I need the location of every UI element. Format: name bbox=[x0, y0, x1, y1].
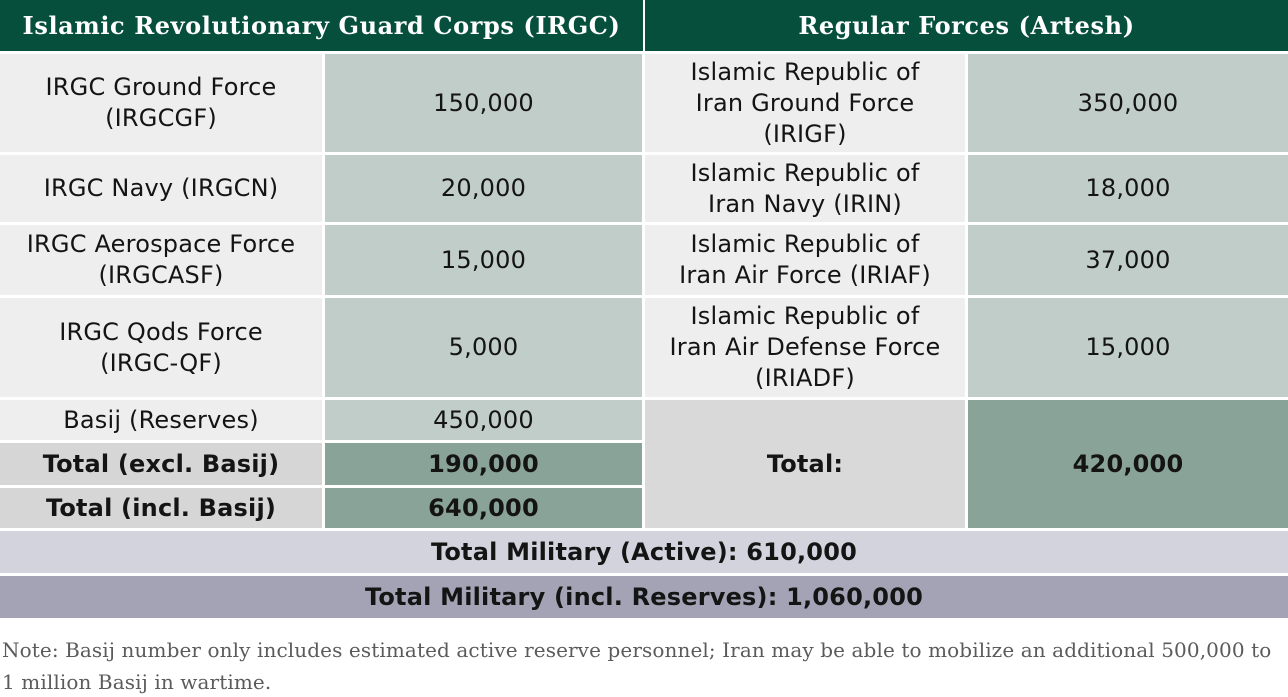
row-label: IRGC Aerospace Force (IRGCASF) bbox=[26, 230, 296, 289]
row-value: 15,000 bbox=[1085, 333, 1171, 361]
row-value: 15,000 bbox=[440, 245, 527, 274]
table-row-irgc-qods-value bbox=[325, 298, 642, 397]
row-label: Islamic Republic of Iran Air Force (IRIAF) bbox=[679, 230, 931, 289]
table-row-irin-label bbox=[645, 155, 965, 222]
irgc-total-incl-value bbox=[325, 488, 642, 528]
table-row-irin-value bbox=[968, 155, 1288, 222]
total-military-active-text: Total Military (Active): 610,000 bbox=[430, 537, 857, 566]
table-row-irgc-ground-label bbox=[0, 54, 322, 152]
irgc-total-excl-label bbox=[0, 443, 322, 485]
row-value: 450,000 bbox=[433, 405, 534, 434]
row-label: Islamic Republic of Iran Ground Force (IRIGF) bbox=[690, 57, 920, 148]
table-row-irgc-navy-label bbox=[0, 155, 322, 222]
table-row-irigf-label bbox=[645, 54, 965, 152]
table-row-irgc-navy-value bbox=[325, 155, 642, 222]
table-row-irgc-ground-value bbox=[325, 54, 642, 152]
table-note: Note: Basij number only includes estimated active reserve personnel; Iran may be able to mobilize an additional 500,000 to 1 million Basij in wartime. bbox=[2, 638, 1272, 694]
artesh-header bbox=[645, 0, 1288, 51]
row-label: Islamic Republic of Iran Navy (IRIN) bbox=[690, 158, 920, 218]
row-label: IRGC Ground Force (IRGCGF) bbox=[45, 73, 277, 132]
row-label: IRGC Navy (IRGCN) bbox=[43, 174, 279, 202]
row-value: 350,000 bbox=[1077, 88, 1179, 117]
irgc-total-excl-value bbox=[325, 443, 642, 485]
total-military-reserves-text: Total Military (incl. Reserves): 1,060,000 bbox=[364, 582, 923, 611]
total-military-reserves bbox=[0, 576, 1288, 618]
row-value: 20,000 bbox=[440, 174, 527, 202]
table-row-iriadf-label bbox=[645, 298, 965, 397]
irgc-total-incl-label bbox=[0, 488, 322, 528]
table-row-irigf-value bbox=[968, 54, 1288, 152]
row-label: Basij (Reserves) bbox=[63, 405, 259, 434]
table-row-iriaf-value bbox=[968, 225, 1288, 295]
row-value: 150,000 bbox=[433, 88, 534, 117]
row-value: 5,000 bbox=[448, 333, 519, 361]
table-row-basij-label bbox=[0, 400, 322, 440]
total-label: Total (incl. Basij) bbox=[45, 493, 277, 522]
total-military-active bbox=[0, 531, 1288, 573]
total-value: 420,000 bbox=[1072, 449, 1184, 478]
artesh-total-value bbox=[968, 400, 1288, 528]
row-label: Islamic Republic of Iran Air Defense Force (IRIADF) bbox=[669, 302, 941, 392]
total-value: 640,000 bbox=[428, 493, 539, 522]
irgc-header-title: Islamic Revolutionary Guard Corps (IRGC) bbox=[22, 11, 621, 40]
table-row-basij-value bbox=[325, 400, 642, 440]
table-row-irgc-aerospace-value bbox=[325, 225, 642, 295]
row-label: IRGC Qods Force (IRGC-QF) bbox=[59, 317, 263, 377]
table-row-iriadf-value bbox=[968, 298, 1288, 397]
artesh-total-label bbox=[645, 400, 965, 528]
artesh-header-title: Regular Forces (Artesh) bbox=[798, 11, 1135, 40]
total-label: Total (excl. Basij) bbox=[42, 449, 280, 478]
row-value: 37,000 bbox=[1085, 245, 1171, 274]
table-row-irgc-qods-label bbox=[0, 298, 322, 397]
total-value: 190,000 bbox=[428, 449, 539, 478]
row-value: 18,000 bbox=[1085, 174, 1171, 202]
table-row-iriaf-label bbox=[645, 225, 965, 295]
irgc-header bbox=[0, 0, 643, 51]
total-label: Total: bbox=[766, 449, 844, 478]
table-row-irgc-aerospace-label bbox=[0, 225, 322, 295]
